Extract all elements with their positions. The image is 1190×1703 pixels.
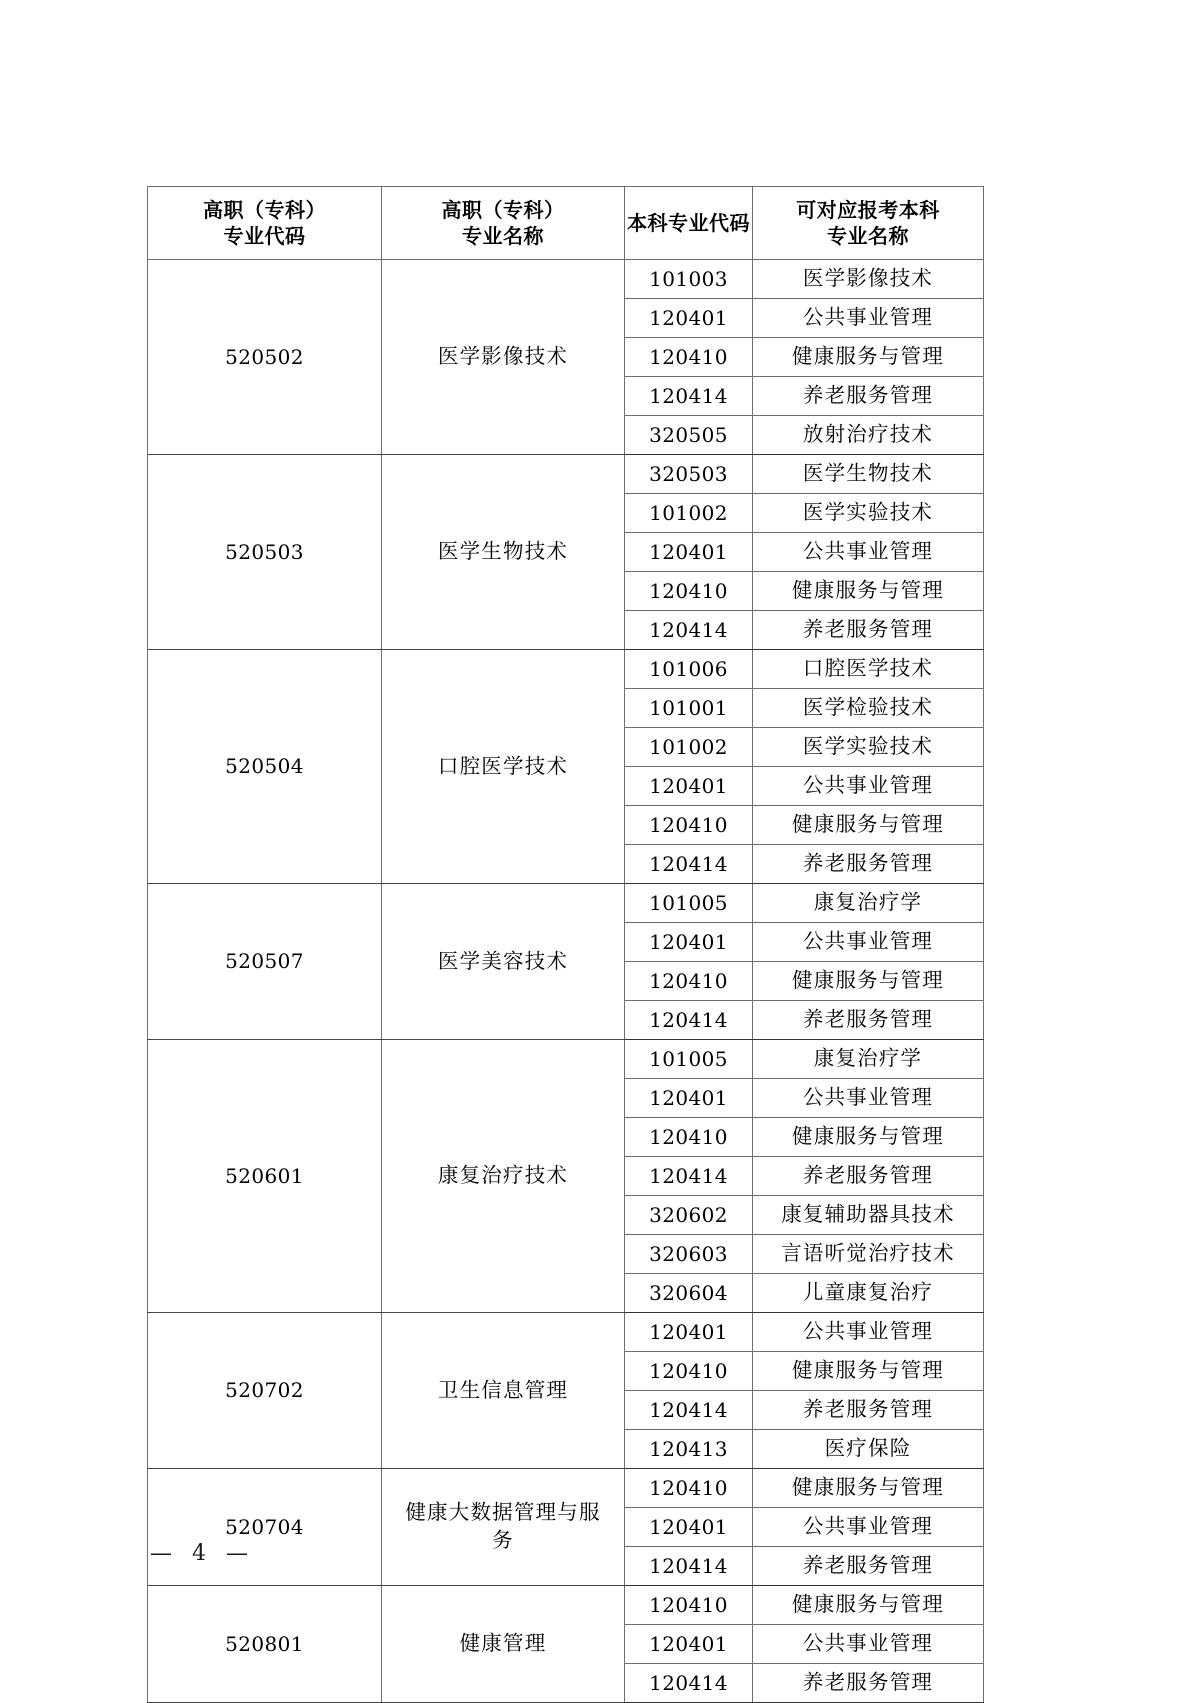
vocational-major-code-cell: 520801 — [148, 1586, 382, 1703]
header-vocational-major-code-line1: 高职（专科） — [203, 197, 326, 222]
undergraduate-major-code-cell: 120410 — [625, 806, 753, 845]
header-vocational-major-name-line2: 专业名称 — [462, 224, 544, 248]
undergraduate-major-name-cell: 健康服务与管理 — [753, 806, 984, 845]
vocational-major-code-cell: 520504 — [148, 650, 382, 884]
table-row — [148, 1040, 984, 1079]
undergraduate-major-code-cell: 120414 — [625, 1391, 753, 1430]
vocational-major-name-text: 健康大数据管理与服务 — [405, 1500, 601, 1552]
undergraduate-major-name-cell: 养老服务管理 — [753, 611, 984, 650]
vocational-major-code-cell: 520503 — [148, 455, 382, 650]
undergraduate-major-code-cell: 120401 — [625, 923, 753, 962]
undergraduate-major-name-cell: 养老服务管理 — [753, 1001, 984, 1040]
table-row — [148, 1469, 984, 1508]
undergraduate-major-code-cell: 120401 — [625, 1508, 753, 1547]
undergraduate-major-name-cell: 健康服务与管理 — [753, 1352, 984, 1391]
undergraduate-major-code-cell: 120401 — [625, 1313, 753, 1352]
undergraduate-major-code-cell: 120401 — [625, 767, 753, 806]
table-row — [148, 455, 984, 494]
undergraduate-major-code-cell: 320505 — [625, 416, 753, 455]
undergraduate-major-code-cell: 120401 — [625, 1625, 753, 1664]
undergraduate-major-name-cell: 健康服务与管理 — [753, 1469, 984, 1508]
undergraduate-major-code-cell: 120410 — [625, 338, 753, 377]
vocational-major-code-cell: 520502 — [148, 260, 382, 455]
undergraduate-major-name-cell: 养老服务管理 — [753, 845, 984, 884]
vocational-major-name-cell — [382, 1586, 625, 1703]
header-vocational-major-code — [148, 187, 382, 260]
table-row — [148, 1586, 984, 1625]
undergraduate-major-code-cell: 120401 — [625, 299, 753, 338]
table-row — [148, 1313, 984, 1352]
vocational-major-name-cell — [382, 455, 625, 650]
header-undergraduate-major-name-line2: 专业名称 — [827, 224, 909, 248]
undergraduate-major-code-cell: 120414 — [625, 1001, 753, 1040]
undergraduate-major-name-cell: 口腔医学技术 — [753, 650, 984, 689]
undergraduate-major-name-cell: 公共事业管理 — [753, 767, 984, 806]
undergraduate-major-code-cell: 101005 — [625, 1040, 753, 1079]
major-correspondence-table — [147, 186, 984, 1703]
undergraduate-major-code-cell: 101001 — [625, 689, 753, 728]
vocational-major-name-cell — [382, 1040, 625, 1313]
vocational-major-name-text: 医学影像技术 — [437, 344, 569, 369]
undergraduate-major-name-cell: 公共事业管理 — [753, 1079, 984, 1118]
undergraduate-major-name-cell: 健康服务与管理 — [753, 338, 984, 377]
undergraduate-major-name-cell: 养老服务管理 — [753, 1157, 984, 1196]
undergraduate-major-name-cell: 放射治疗技术 — [753, 416, 984, 455]
vocational-major-code-cell: 520704 — [148, 1469, 382, 1586]
undergraduate-major-code-cell: 101002 — [625, 728, 753, 767]
vocational-major-name-text: 健康管理 — [459, 1631, 547, 1656]
undergraduate-major-name-cell: 公共事业管理 — [753, 299, 984, 338]
vocational-major-name-text: 康复治疗技术 — [437, 1163, 569, 1188]
undergraduate-major-code-cell: 120410 — [625, 1469, 753, 1508]
undergraduate-major-name-cell: 康复辅助器具技术 — [753, 1196, 984, 1235]
undergraduate-major-code-cell: 101006 — [625, 650, 753, 689]
header-vocational-major-name-line1: 高职（专科） — [441, 197, 565, 222]
table-row — [148, 884, 984, 923]
header-vocational-major-code-line2: 专业代码 — [223, 224, 306, 248]
undergraduate-major-code-cell: 320503 — [625, 455, 753, 494]
undergraduate-major-name-cell: 医疗保险 — [753, 1430, 984, 1469]
undergraduate-major-code-cell: 120410 — [625, 1118, 753, 1157]
undergraduate-major-name-cell: 健康服务与管理 — [753, 962, 984, 1001]
vocational-major-code-cell: 520702 — [148, 1313, 382, 1469]
header-undergraduate-major-code: 本科专业代码 — [625, 187, 753, 260]
undergraduate-major-name-cell: 医学实验技术 — [753, 728, 984, 767]
undergraduate-major-code-cell: 120413 — [625, 1430, 753, 1469]
undergraduate-major-code-cell: 120410 — [625, 572, 753, 611]
page-number-footer: — 4 — — [150, 1541, 250, 1566]
undergraduate-major-code-cell: 101005 — [625, 884, 753, 923]
undergraduate-major-name-cell: 养老服务管理 — [753, 1391, 984, 1430]
undergraduate-major-name-cell: 健康服务与管理 — [753, 572, 984, 611]
undergraduate-major-name-cell: 医学生物技术 — [753, 455, 984, 494]
header-undergraduate-major-name — [753, 187, 984, 260]
vocational-major-name-cell — [382, 884, 625, 1040]
table-header-row — [148, 187, 984, 260]
undergraduate-major-code-cell: 120401 — [625, 1079, 753, 1118]
table-row — [148, 650, 984, 689]
vocational-major-name-cell — [382, 1313, 625, 1469]
vocational-major-code-cell: 520507 — [148, 884, 382, 1040]
undergraduate-major-name-cell: 养老服务管理 — [753, 1547, 984, 1586]
table-header — [148, 187, 984, 260]
undergraduate-major-code-cell: 120401 — [625, 533, 753, 572]
undergraduate-major-name-cell: 健康服务与管理 — [753, 1586, 984, 1625]
vocational-major-name-text: 卫生信息管理 — [437, 1377, 569, 1402]
vocational-major-code-cell: 520601 — [148, 1040, 382, 1313]
vocational-major-name-cell — [382, 650, 625, 884]
table-row — [148, 260, 984, 299]
undergraduate-major-code-cell: 101003 — [625, 260, 753, 299]
undergraduate-major-code-cell: 120414 — [625, 611, 753, 650]
undergraduate-major-code-cell: 120410 — [625, 1352, 753, 1391]
vocational-major-name-cell — [382, 1469, 625, 1586]
undergraduate-major-name-cell: 言语听觉治疗技术 — [753, 1235, 984, 1274]
undergraduate-major-name-cell: 医学检验技术 — [753, 689, 984, 728]
undergraduate-major-name-cell: 医学实验技术 — [753, 494, 984, 533]
header-undergraduate-major-name-line1: 可对应报考本科 — [796, 197, 940, 222]
undergraduate-major-code-cell: 320602 — [625, 1196, 753, 1235]
vocational-major-name-text: 医学生物技术 — [437, 539, 569, 564]
undergraduate-major-code-cell: 120410 — [625, 1586, 753, 1625]
header-vocational-major-name — [382, 187, 625, 260]
major-correspondence-table-container — [147, 186, 983, 1703]
undergraduate-major-code-cell: 120414 — [625, 1157, 753, 1196]
undergraduate-major-name-cell: 公共事业管理 — [753, 1313, 984, 1352]
undergraduate-major-name-cell: 康复治疗学 — [753, 884, 984, 923]
table-body — [148, 260, 984, 1703]
undergraduate-major-code-cell: 320604 — [625, 1274, 753, 1313]
undergraduate-major-code-cell: 101002 — [625, 494, 753, 533]
undergraduate-major-name-cell: 康复治疗学 — [753, 1040, 984, 1079]
vocational-major-name-text: 口腔医学技术 — [437, 753, 569, 778]
undergraduate-major-name-cell: 健康服务与管理 — [753, 1118, 984, 1157]
undergraduate-major-name-cell: 公共事业管理 — [753, 1508, 984, 1547]
undergraduate-major-code-cell: 120414 — [625, 1664, 753, 1703]
undergraduate-major-name-cell: 养老服务管理 — [753, 377, 984, 416]
undergraduate-major-name-cell: 养老服务管理 — [753, 1664, 984, 1703]
undergraduate-major-name-cell: 公共事业管理 — [753, 923, 984, 962]
undergraduate-major-code-cell: 120410 — [625, 962, 753, 1001]
undergraduate-major-name-cell: 医学影像技术 — [753, 260, 984, 299]
undergraduate-major-code-cell: 120414 — [625, 377, 753, 416]
undergraduate-major-code-cell: 120414 — [625, 1547, 753, 1586]
vocational-major-name-cell — [382, 260, 625, 455]
undergraduate-major-name-cell: 公共事业管理 — [753, 533, 984, 572]
undergraduate-major-code-cell: 320603 — [625, 1235, 753, 1274]
vocational-major-name-text: 医学美容技术 — [437, 948, 569, 973]
undergraduate-major-name-cell: 儿童康复治疗 — [753, 1274, 984, 1313]
undergraduate-major-name-cell: 公共事业管理 — [753, 1625, 984, 1664]
undergraduate-major-code-cell: 120414 — [625, 845, 753, 884]
